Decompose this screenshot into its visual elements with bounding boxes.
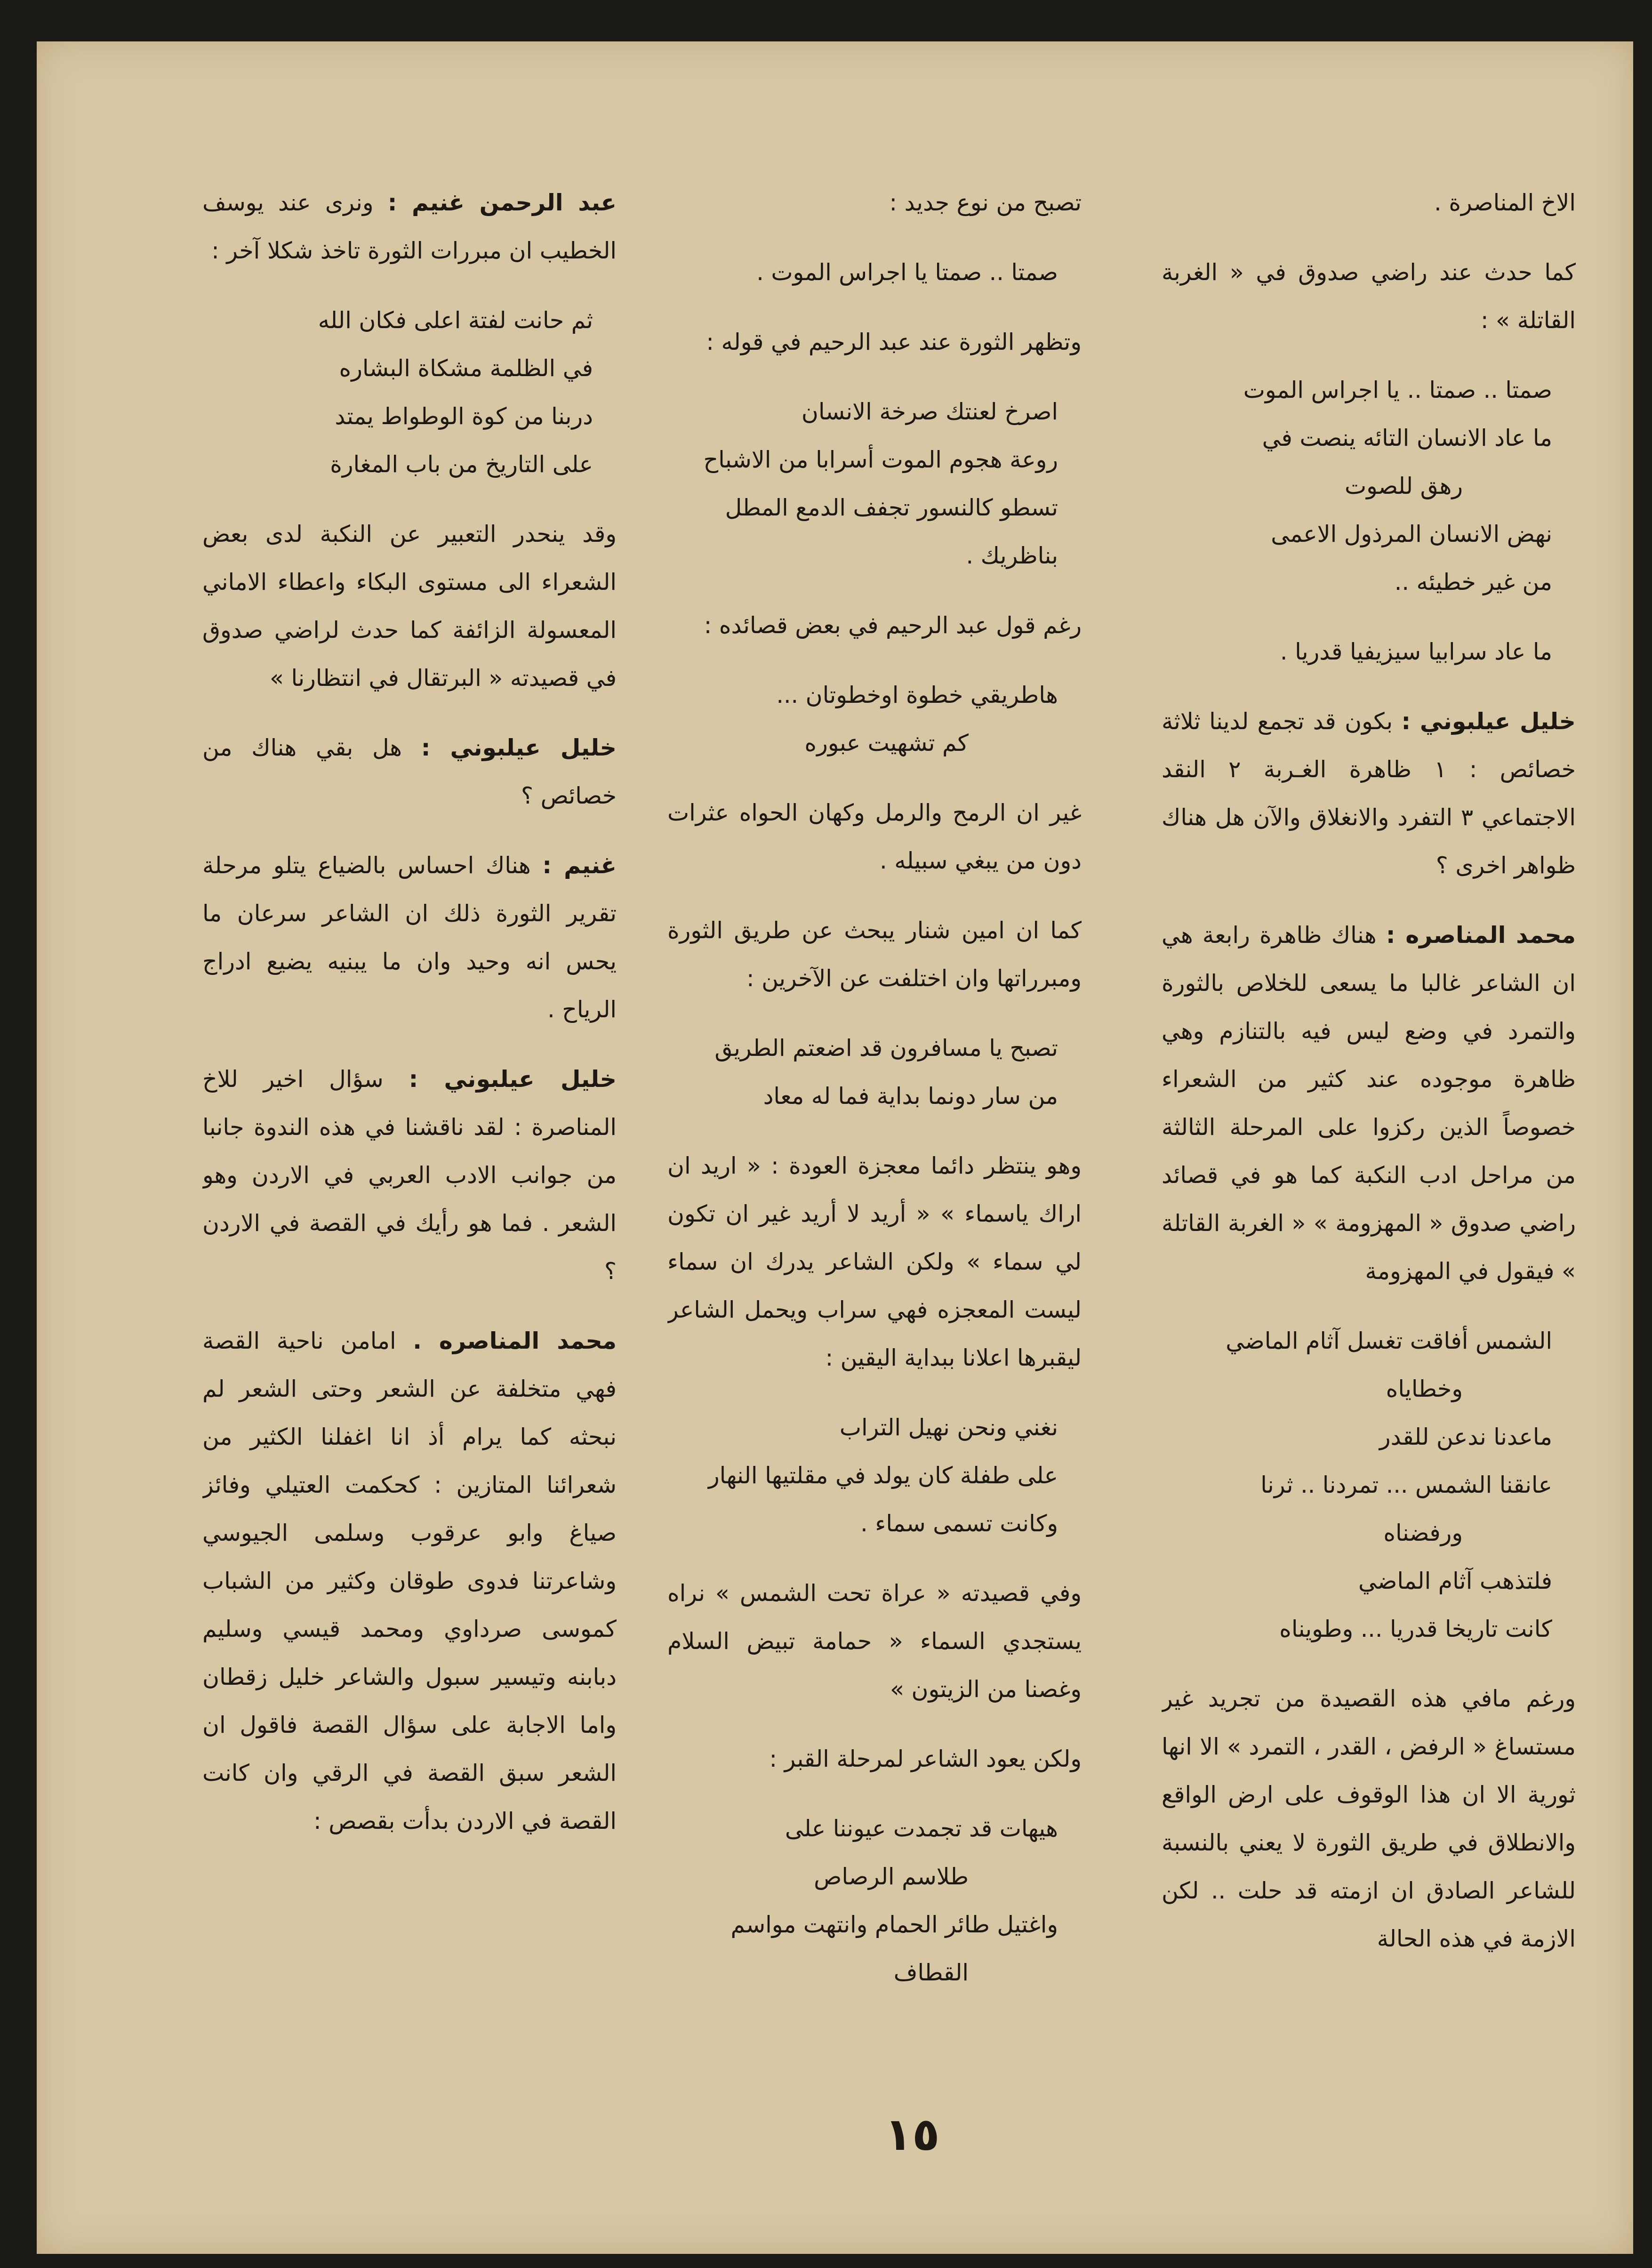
dialogue-text: هناك ظاهرة رابعة هي ان الشاعر غالبا ما يسعى للخلاص بالثورة والتمرد في وضع ليس فيه بالتنازم وهي ظاهرة موجوده عند كثير من الشعراء خصوصاً الذين ركزوا على المرحلة الثالثة من مراحل ادب النكبة كما هو في قصائد راضي صدوق « المهزومة » « الغربة القاتلة » فيقول في المهزومة <box>1162 922 1576 1285</box>
verse-line: ما عاد الانسان التائه ينصت في <box>1262 425 1552 451</box>
paragraph: تصبح من نوع جديد : <box>889 189 1082 216</box>
verse-line: ورفضناه <box>1383 1520 1463 1546</box>
dialogue-text: هل بقي هناك من خصائص ؟ <box>202 734 617 809</box>
verse-line: فلتذهب آثام الماضي <box>1358 1568 1552 1594</box>
verse-line: من سار دونما بداية فما له معاد <box>763 1083 1058 1110</box>
verse-line: بناظريك . <box>966 542 1058 569</box>
verse-line: على التاريخ من باب المغارة <box>330 451 593 478</box>
verse-line: كم تشهيت عبوره <box>804 730 969 756</box>
verse-line: صمتا .. صمتا يا اجراس الموت . <box>756 259 1058 286</box>
dialogue-text: امامن ناحية القصة فهي متخلفة عن الشعر وحتى الشعر لم نبحثه كما يرام أذ انا اغفلنا الكثير من شعرائنا المتازين : كحكمت العتيلي وفائز صياغ وابو عرقوب وسلمى الجيوسي وشاعرتنا فدوى طوقان وكثير من الشباب كموسى صرداوي ومحمد قيسي وسليم دبابنه وتيسير سبول والشاعر خليل زقطان واما الاجابة على سؤال القصة فاقول ان الشعر سبق القصة في الرقي وان كانت القصة في الاردن بدأت بقصص : <box>202 1327 617 1834</box>
magazine-page <box>37 41 1633 2254</box>
text-column-left <box>202 179 617 2076</box>
verse-line: كانت تاريخا قدريا ... وطويناه <box>1279 1616 1552 1642</box>
verse-line: وكانت تسمى سماء . <box>860 1510 1058 1537</box>
dialogue-paragraph <box>202 842 617 1034</box>
verse-line: روعة هجوم الموت أسرابا من الاشباح <box>703 446 1058 473</box>
verse-line: عانقنا الشمس ... تمردنا .. ثرنا <box>1260 1472 1552 1498</box>
verse-line: واغتيل طائر الحمام وانتهت مواسم <box>730 1911 1058 1938</box>
verse-line: هاطريقي خطوة اوخطوتان ... <box>776 682 1058 708</box>
paragraph: رغم قول عبد الرحيم في بعض قصائده : <box>704 612 1082 639</box>
dialogue-paragraph <box>202 1317 617 1845</box>
verse-line: وخطاياه <box>1386 1375 1463 1402</box>
dialogue-paragraph <box>202 724 617 820</box>
speaker-name: عبد الرحمن غنيم : <box>387 189 617 216</box>
dialogue-paragraph <box>202 179 617 275</box>
paragraph: غير ان الرمح والرمل وكهان الحواه عثرات دون من يبغي سبيله . <box>667 799 1082 874</box>
verse-line: ثم حانت لفتة اعلى فكان الله <box>318 307 593 334</box>
speaker-name: غنيم : <box>542 852 617 879</box>
paragraph: كما حدث عند راضي صدوق في « الغربة القاتلة » : <box>1162 259 1576 334</box>
page-number: ١٥ <box>884 2108 940 2161</box>
dialogue-text: هناك احساس بالضياع يتلو مرحلة تقرير الثورة ذلك ان الشاعر سرعان ما يحس انه وحيد وان ما يبنيه يضيع ادراج الرياح . <box>202 852 617 1023</box>
verse-line: طلاسم الرصاص <box>814 1863 969 1890</box>
verse-line: على طفلة كان يولد في مقلتيها النهار <box>708 1462 1058 1489</box>
verse-line: تصبح يا مسافرون قد اضعتم الطريق <box>714 1035 1058 1062</box>
text-column-right <box>1162 179 1576 2076</box>
verse-line: اصرخ لعنتك صرخة الانسان <box>801 398 1058 425</box>
paragraph: وتظهر الثورة عند عبد الرحيم في قوله : <box>706 329 1082 355</box>
verse-line: تسطو كالنسور تجفف الدمع المطل <box>725 494 1058 521</box>
verse-line: الشمس أفاقت تغسل آثام الماضي <box>1226 1327 1552 1354</box>
paragraph: ورغم مافي هذه القصيدة من تجريد غير مستساغ « الرفض ، القدر ، التمرد » الا انها ثورية الا ان هذا الوقوف على ارض الواقع والانطلاق في طريق الثورة لا يعني بالنسبة للشاعر الصادق ان ازمته قد حلت .. لكن الازمة في هذه الحالة <box>1162 1685 1576 1952</box>
dialogue-paragraph <box>1162 911 1576 1295</box>
dialogue-text: سؤال اخير للاخ المناصرة : لقد ناقشنا في هذه الندوة جانبا من جوانب الادب العربي في الاردن وهو الشعر . فما هو رأيك في القصة في الاردن ؟ <box>202 1066 617 1285</box>
speaker-name: خليل عيلبوني : <box>1401 708 1576 735</box>
dialogue-text: بكون قد تجمع لدينا ثلاثة خصائص : ١ ظاهرة الغـربة ٢ النقد الاجتماعي ٣ التفرد والانغلاق والآن هل هناك ظواهر اخرى ؟ <box>1162 708 1576 879</box>
verse-line: في الظلمة مشكاة البشاره <box>339 355 593 382</box>
paragraph: كما ان امين شنار يبحث عن طريق الثورة ومبرراتها وان اختلفت عن الآخرين : <box>667 917 1082 992</box>
paragraph: وقد ينحدر التعبير عن النكبة لدى بعض الشعراء الى مستوى البكاء واعطاء الاماني المعسولة الزائفة كما حدث لراضي صدوق في قصيدته « البرتقال في انتظارنا » <box>202 521 617 692</box>
speaker-name: خليل عيلبوني : <box>409 1066 617 1093</box>
paragraph: وهو ينتظر دائما معجزة العودة : « اريد ان اراك ياسماء » « أريد لا أريد غير ان تكون لي سماء » ولكن الشاعر يدرك ان سماء ليست المعجزه فهي سراب ويحمل الشاعر ليقبرها اعلانا ببداية اليقين : <box>667 1152 1082 1371</box>
verse-line: نهض الانسان المرذول الاعمى <box>1271 521 1552 547</box>
verse-line: نغني ونحن نهيل التراب <box>839 1414 1058 1441</box>
verse-line: من غير خطيئه .. <box>1394 569 1552 595</box>
dialogue-paragraph <box>202 1055 617 1295</box>
dialogue-text: ونرى عند يوسف الخطيب ان مبررات الثورة تاخذ شكلا آخر : <box>202 189 617 264</box>
verse-line: صمتا .. صمتا .. يا اجراس الموت <box>1243 377 1552 403</box>
verse-line: ماعدنا ندعن للقدر <box>1379 1424 1552 1450</box>
paragraph: الاخ المناصرة . <box>1434 189 1576 216</box>
speaker-name: محمد المناصره : <box>1386 922 1576 949</box>
verse-line: دربنا من كوة الوطواط يمتد <box>335 403 593 430</box>
speaker-name: خليل عيلبوني : <box>421 734 617 761</box>
verse-line: ما عاد سرابيا سيزيفيا قدريا . <box>1280 638 1552 665</box>
dialogue-paragraph <box>1162 698 1576 890</box>
text-column-middle <box>667 179 1082 2076</box>
verse-line: القطاف <box>893 1959 969 1986</box>
verse-line: هيهات قد تجمدت عيوننا على <box>785 1815 1058 1842</box>
paragraph: ولكن يعود الشاعر لمرحلة القبر : <box>769 1745 1082 1772</box>
speaker-name: محمد المناصره . <box>413 1327 617 1354</box>
paragraph: وفي قصيدته « عراة تحت الشمس » نراه يستجدي السماء « حمامة تبيض السلام وغصنا من الزيتون » <box>667 1580 1082 1703</box>
verse-line: رهق للصوت <box>1344 473 1463 499</box>
